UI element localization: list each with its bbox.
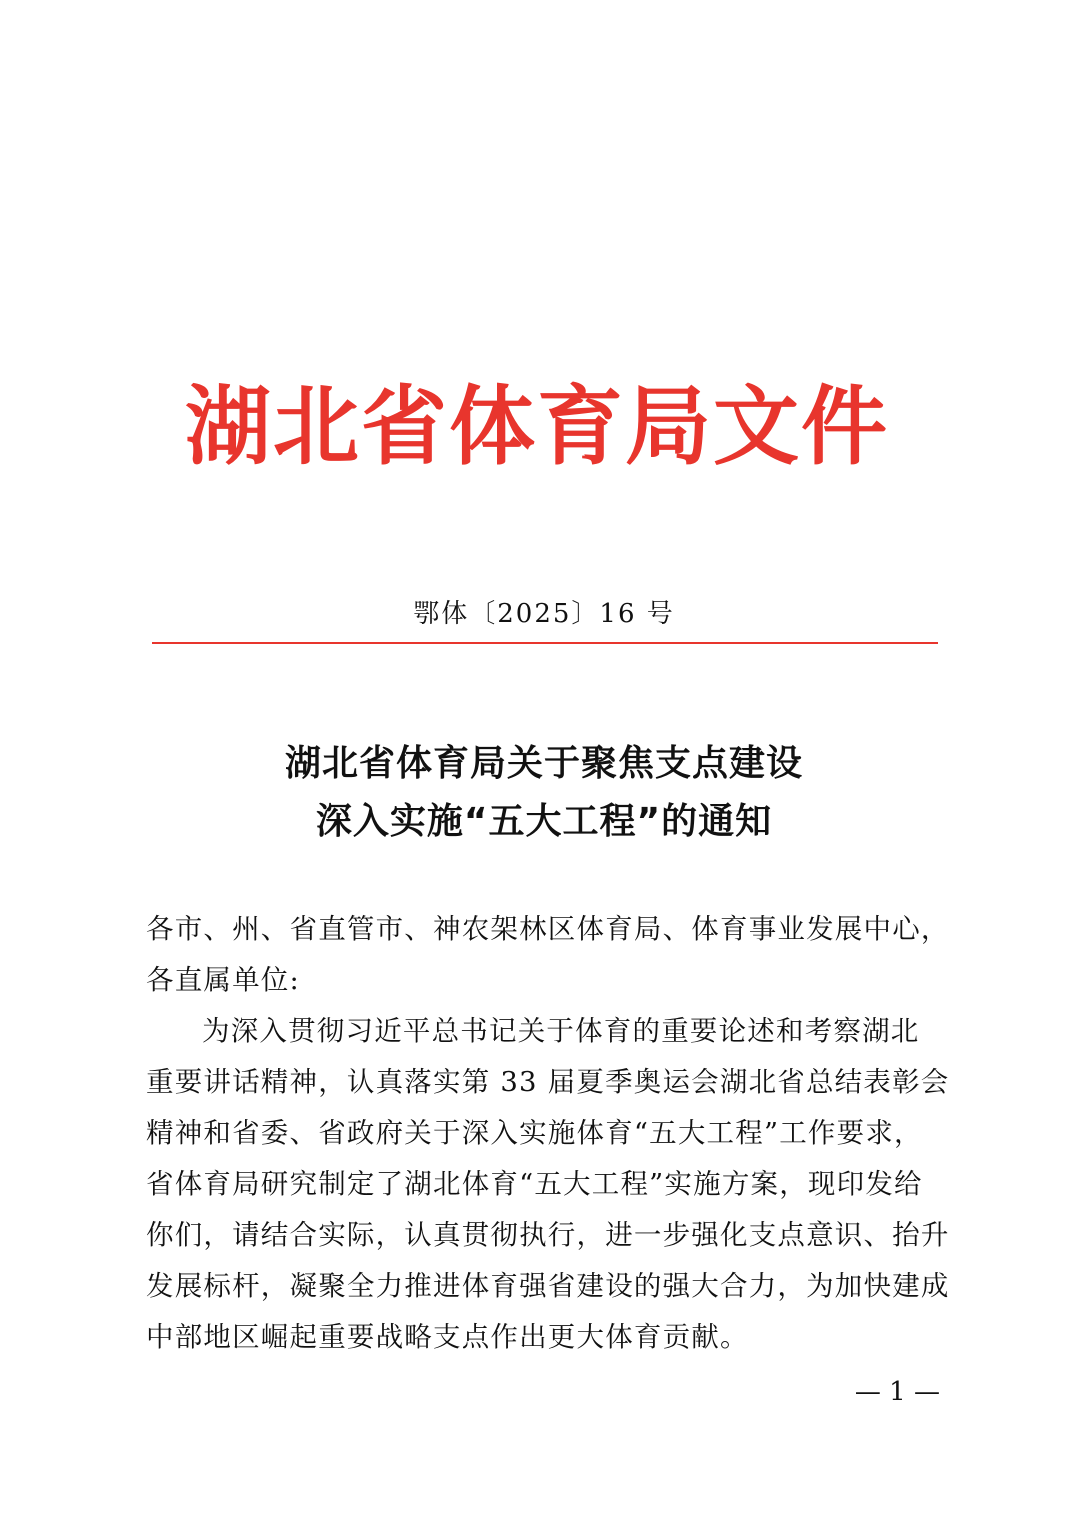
paragraph-line: 中部地区崛起重要战略支点作出更大体育贡献。 (146, 1321, 749, 1353)
addressee-line-2: 各直属单位: (146, 964, 300, 996)
document-title (150, 735, 938, 851)
document-number: 鄂体〔2025〕16 号 (413, 599, 675, 629)
page-number: — 1 — (854, 1377, 940, 1407)
paragraph-line: 省体育局研究制定了湖北体育“五大工程”实施方案，现印发给 (146, 1168, 923, 1200)
masthead-title: 湖北省体育局文件 (185, 377, 889, 477)
paragraph-line: 重要讲话精神，认真落实第 33 届夏季奥运会湖北省总结表彰会 (146, 1066, 950, 1098)
document-body (146, 904, 950, 1363)
paragraph-line: 精神和省委、省政府关于深入实施体育“五大工程”工作要求， (146, 1117, 923, 1149)
red-divider-line (152, 642, 938, 644)
document-title-line-1: 湖北省体育局关于聚焦支点建设 (284, 743, 803, 784)
paragraph-line: 你们，请结合实际，认真贯彻执行，进一步强化支点意识、抬升 (146, 1219, 950, 1251)
paragraph-line: 为深入贯彻习近平总书记关于体育的重要论述和考察湖北 (202, 1015, 920, 1047)
addressee-line-1: 各市、州、省直管市、神农架林区体育局、体育事业发展中心， (146, 913, 950, 945)
document-title-line-2: 深入实施“五大工程”的通知 (315, 801, 773, 842)
paragraph-line: 发展标杆，凝聚全力推进体育强省建设的强大合力，为加快建成 (146, 1270, 950, 1302)
